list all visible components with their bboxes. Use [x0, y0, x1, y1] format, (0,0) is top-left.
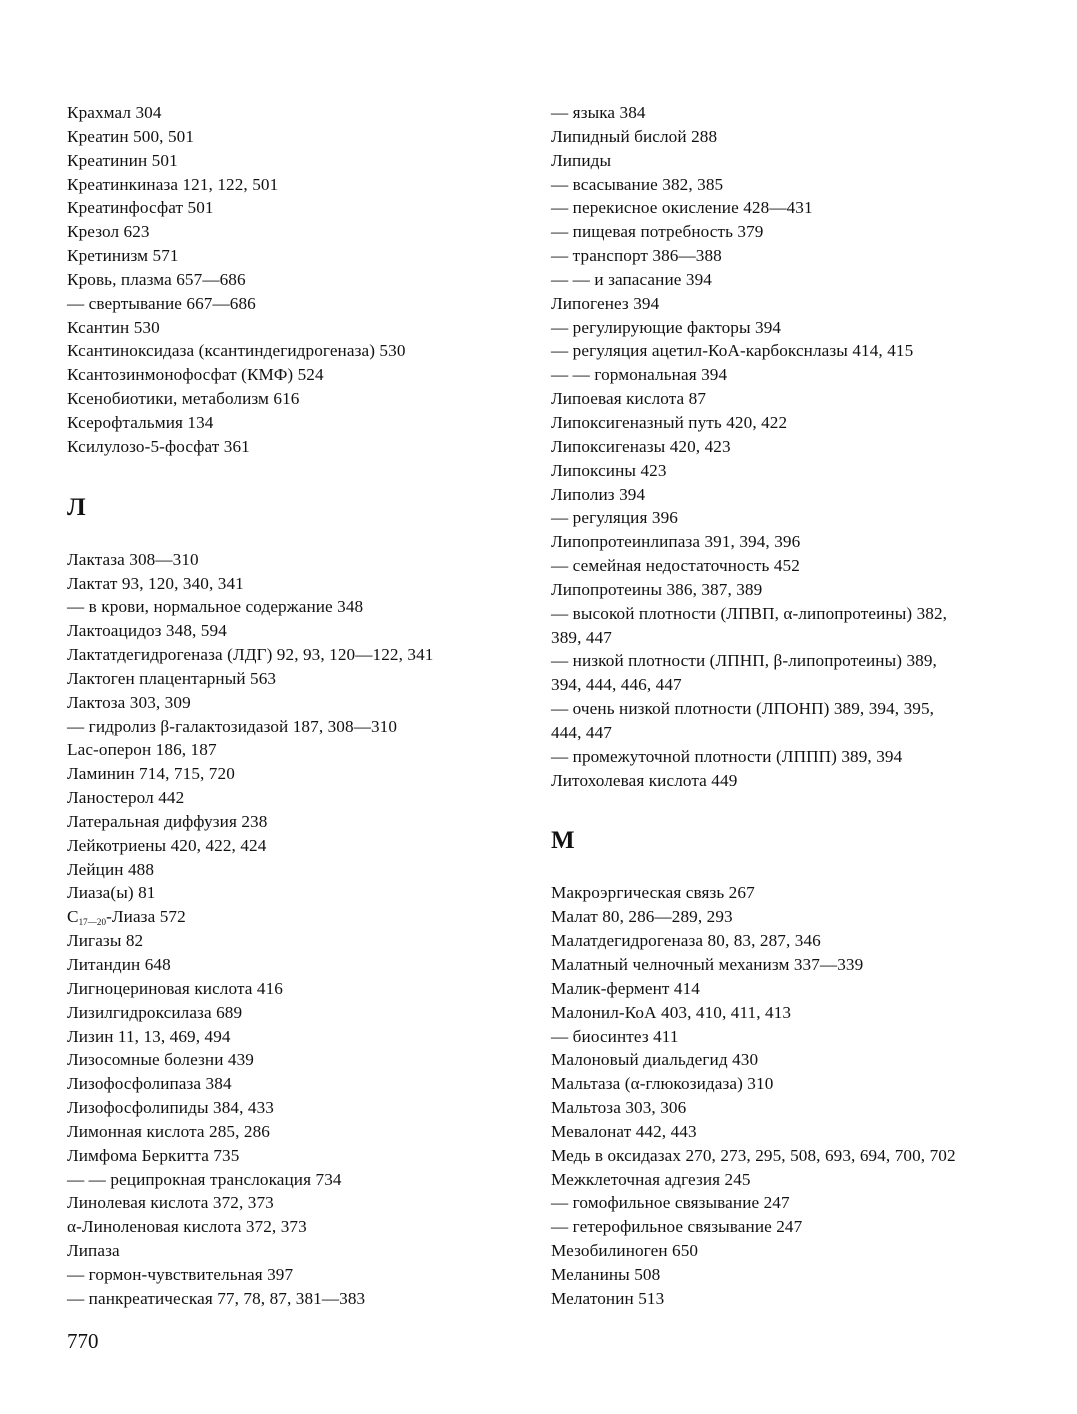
index-entry: Лизофосфолипаза 384	[67, 1074, 232, 1094]
index-entry: — — и запасание 394	[551, 269, 712, 289]
index-entry: Лизилгидроксилаза 689	[67, 1002, 243, 1022]
index-entry: Ксантиноксидаза (ксантиндегидрогеназа) 530	[67, 341, 406, 361]
index-entry: Лизофосфолипиды 384, 433	[67, 1098, 274, 1118]
index-entry: Липопротеинлипаза 391, 394, 396	[551, 532, 801, 552]
index-entry: Лейцин 488	[67, 859, 155, 879]
index-entry: Лактаза 308—310	[67, 549, 199, 569]
index-entry: Липоксигеназный путь 420, 422	[551, 412, 788, 432]
liase-prefix: C	[67, 907, 79, 927]
index-entry: — семейная недостаточность 452	[551, 556, 800, 576]
index-entry: Лактоген плацентарный 563	[67, 668, 277, 688]
index-entry: Lac-оперон 186, 187	[67, 740, 217, 760]
index-entry: Мальтоза 303, 306	[551, 1098, 687, 1118]
index-entry: Лизин 11, 13, 469, 494	[67, 1026, 231, 1046]
index-list-l-part2	[67, 929, 517, 1311]
index-entry: Липоевая кислота 87	[551, 389, 707, 409]
index-entry: Липидный бислой 288	[551, 126, 718, 146]
index-entry: — в крови, нормальное содержание 348	[67, 597, 364, 617]
index-entry: 394, 444, 446, 447	[551, 675, 682, 695]
index-entry: Лигноцериновая кислота 416	[67, 978, 283, 998]
index-entry: Лиаза(ы) 81	[67, 883, 156, 903]
index-entry: Малатдегидрогеназа 80, 83, 287, 346	[551, 931, 821, 951]
index-entry: — низкой плотности (ЛПНП, β-липопротеины) 389,	[551, 651, 937, 671]
index-entry: Липаза	[67, 1241, 120, 1261]
index-entry: Лигазы 82	[67, 931, 144, 951]
index-entry: Литандин 648	[67, 955, 171, 974]
index-entry: — гормон-чувствительная 397	[67, 1264, 294, 1284]
index-entry: Малатный челночный механизм 337—339	[551, 955, 864, 974]
index-entry: 389, 447	[551, 627, 612, 647]
index-entry: — высокой плотности (ЛПВП, α-липопротеины) 382,	[551, 603, 948, 623]
index-entry: — гетерофильное связывание 247	[551, 1217, 803, 1237]
index-entry: Ксерофтальмия 134	[67, 412, 214, 432]
index-entry: Липогенез 394	[551, 293, 660, 313]
index-entry: Креатин 500, 501	[67, 126, 195, 146]
index-entry: Кретинизм 571	[67, 246, 179, 266]
index-list-k	[67, 101, 517, 459]
index-entry: Ксантин 530	[67, 317, 160, 337]
index-entry: Лактатдегидрогеназа (ЛДГ) 92, 93, 120—122, 341	[67, 645, 434, 665]
liase-subscript: 17—20	[78, 917, 107, 928]
index-entry-c17-20-liase	[67, 905, 517, 929]
index-entry: Крахмал 304	[67, 103, 162, 122]
page-number: 770	[67, 1329, 99, 1353]
index-list-m	[551, 881, 1031, 1310]
index-entry: Мальтаза (α-глюкозидаза) 310	[551, 1074, 774, 1094]
index-entry: Мелатонин 513	[551, 1288, 665, 1308]
index-entry: — регулирующие факторы 394	[551, 317, 782, 337]
index-entry: α-Линоленовая кислота 372, 373	[67, 1217, 307, 1237]
index-entry: — панкреатическая 77, 78, 87, 381—383	[67, 1288, 366, 1308]
index-entry: Малоновый диальдегид 430	[551, 1050, 759, 1070]
index-entry: — свертывание 667—686	[67, 293, 256, 313]
index-entry: — — реципрокная транслокация 734	[67, 1169, 342, 1189]
section-letter-m: М	[551, 827, 575, 855]
index-entry: Креатинфосфат 501	[67, 198, 214, 218]
index-entry: Лейкотриены 420, 422, 424	[67, 835, 267, 855]
index-entry: Ксантозинмонофосфат (КМФ) 524	[67, 365, 324, 385]
index-entry: Липопротеины 386, 387, 389	[551, 579, 763, 599]
right-column	[551, 101, 1031, 1311]
index-entry: Лимфома Беркитта 735	[67, 1145, 240, 1165]
index-entry: — пищевая потребность 379	[551, 222, 764, 242]
index-entry: Лизосомные болезни 439	[67, 1050, 254, 1070]
section-letter-l: Л	[67, 493, 86, 521]
index-entry: — перекисное окисление 428—431	[551, 198, 813, 218]
index-entry: Ламинин 714, 715, 720	[67, 764, 235, 784]
liase-rest: -Лиаза 572	[106, 907, 186, 927]
index-entry: Линолевая кислота 372, 373	[67, 1193, 274, 1213]
index-entry: — регуляция ацетил-КоА-карбокснлазы 414, 415	[551, 341, 914, 361]
index-entry: — — гормональная 394	[551, 365, 728, 385]
index-entry: Ксилулозо-5-фосфат 361	[67, 436, 250, 456]
index-entry: Мевалонат 442, 443	[551, 1121, 697, 1141]
index-entry: Мезобилиноген 650	[551, 1241, 699, 1261]
index-entry: Лимонная кислота 285, 286	[67, 1121, 270, 1141]
index-entry: Липолиз 394	[551, 484, 646, 504]
index-entry: 444, 447	[551, 722, 612, 742]
index-list-l-part1	[67, 548, 517, 906]
index-entry: Лактоацидоз 348, 594	[67, 621, 227, 641]
index-entry: Лактоза 303, 309	[67, 692, 191, 712]
index-entry: — всасывание 382, 385	[551, 174, 724, 194]
index-entry: Креатинин 501	[67, 150, 178, 170]
index-entry: Креатинкиназа 121, 122, 501	[67, 174, 279, 194]
index-entry: Макроэргическая связь 267	[551, 883, 755, 903]
index-entry: — гомофильное связывание 247	[551, 1193, 790, 1213]
index-entry: — регуляция 396	[551, 508, 678, 528]
index-entry: Крезол 623	[67, 222, 150, 242]
index-entry: Литохолевая кислота 449	[551, 770, 738, 790]
index-entry: — очень низкой плотности (ЛПОНП) 389, 394, 395,	[551, 699, 935, 719]
index-entry: Кровь, плазма 657—686	[67, 269, 246, 289]
index-entry: Липиды	[551, 150, 612, 170]
index-entry: Малик-фермент 414	[551, 978, 701, 998]
left-column	[67, 101, 517, 1311]
index-entry: Межклеточная адгезия 245	[551, 1169, 751, 1189]
index-entry: Медь в оксидазах 270, 273, 295, 508, 693, 694, 700, 702	[551, 1145, 956, 1165]
index-entry: — гидролиз β-галактозидазой 187, 308—310	[67, 716, 398, 736]
index-entry: — транспорт 386—388	[551, 246, 722, 266]
index-entry: — языка 384	[551, 103, 646, 122]
index-entry: Ксенобиотики, метаболизм 616	[67, 389, 300, 409]
index-entry: Липоксигеназы 420, 423	[551, 436, 731, 456]
index-entry: Липоксины 423	[551, 460, 667, 480]
index-entry: Лактат 93, 120, 340, 341	[67, 573, 244, 593]
index-entry: — биосинтез 411	[551, 1026, 679, 1046]
index-entry: Ланостерол 442	[67, 788, 185, 808]
index-entry: Малат 80, 286—289, 293	[551, 907, 733, 927]
index-entry: Малонил-КоА 403, 410, 411, 413	[551, 1002, 792, 1022]
index-entry: Меланины 508	[551, 1264, 661, 1284]
index-entry: — промежуточной плотности (ЛППП) 389, 394	[551, 746, 903, 766]
index-entry: Латеральная диффузия 238	[67, 811, 268, 831]
index-list-l-continued	[551, 101, 1031, 792]
